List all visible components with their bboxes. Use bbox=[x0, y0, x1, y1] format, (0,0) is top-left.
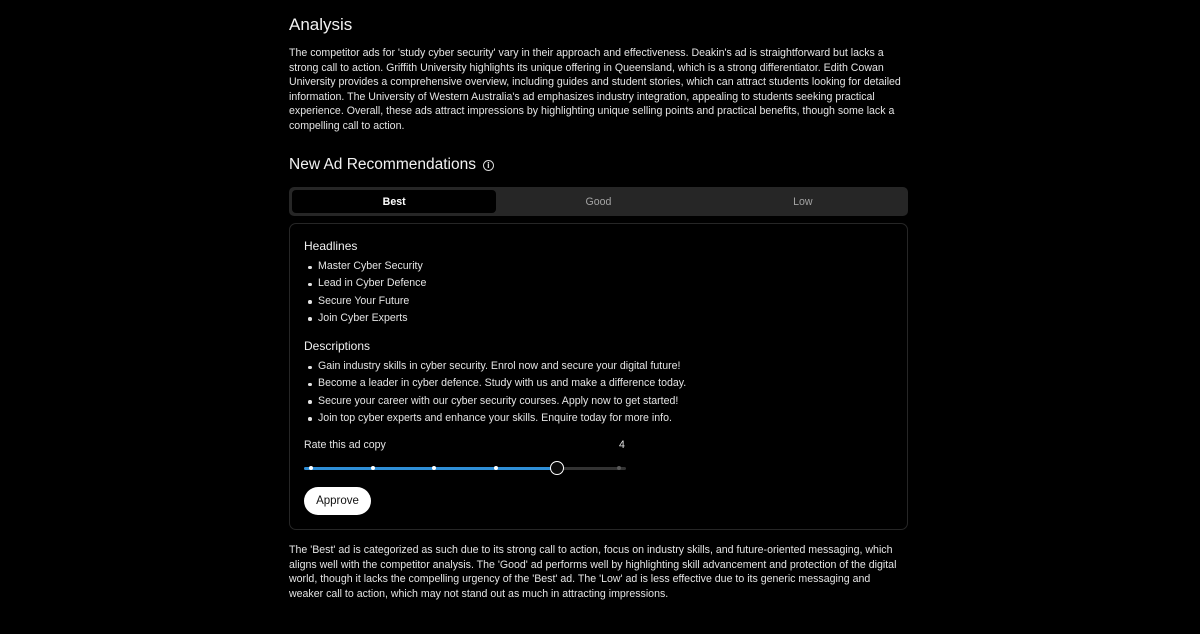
description-item: Become a leader in cyber defence. Study with us and make a difference today. bbox=[304, 375, 686, 392]
approve-button[interactable]: Approve bbox=[304, 487, 371, 515]
ad-copy-card bbox=[289, 223, 908, 530]
description-item: Join top cyber experts and enhance your skills. Enquire today for more info. bbox=[304, 410, 686, 427]
headline-item: Secure Your Future bbox=[304, 293, 426, 310]
headline-item: Join Cyber Experts bbox=[304, 310, 426, 327]
slider-thumb[interactable] bbox=[550, 461, 564, 475]
tab-best[interactable]: Best bbox=[292, 190, 496, 213]
tab-low[interactable]: Low bbox=[793, 195, 813, 208]
descriptions-list bbox=[304, 358, 686, 427]
description-item: Secure your career with our cyber security courses. Apply now to get started! bbox=[304, 393, 686, 410]
slider-fill bbox=[304, 467, 557, 470]
quality-tabs bbox=[289, 187, 908, 216]
info-icon[interactable]: i bbox=[483, 160, 494, 171]
description-item: Gain industry skills in cyber security. Enrol now and secure your digital future! bbox=[304, 358, 686, 375]
rating-value: 4 bbox=[619, 439, 625, 451]
summary-text: The 'Best' ad is categorized as such due to its strong call to action, focus on industry skills, and future-oriented messaging, which aligns well with the competitor analysis. The 'Good' ad performs well by highlighting skill advancement and protection of the digital world, though it lacks the compelling urgency of the 'Best' ad. The 'Low' ad is less effective due to its generic messaging and weaker call to action, which may not stand out as much in attracting impressions. bbox=[289, 544, 897, 600]
headlines-heading: Headlines bbox=[304, 239, 358, 253]
analysis-heading: Analysis bbox=[289, 15, 353, 34]
slider-step-dot bbox=[494, 466, 498, 470]
rating-slider[interactable] bbox=[304, 460, 626, 476]
descriptions-heading: Descriptions bbox=[304, 339, 371, 353]
headline-item: Lead in Cyber Defence bbox=[304, 275, 426, 292]
slider-step-dot bbox=[309, 466, 313, 470]
headlines-list bbox=[304, 258, 426, 327]
recommendations-heading bbox=[289, 156, 494, 174]
tab-good[interactable]: Good bbox=[585, 195, 612, 208]
analysis-text: The competitor ads for 'study cyber security' vary in their approach and effectiveness. Deakin's ad is straightforward but lacks a strong call to action. Griffith University highlights its unique offering in Queensland, which is a strong differentiator. Edith Cowan University provides a comprehensive overview, including guides and student stories, which can attract students looking for detailed information. The University of Western Australia's ad emphasizes industry integration, appealing to students seeking practical experience. Overall, these ads attract impressions by highlighting unique selling points and practical benefits, though some lack a compelling call to action. bbox=[289, 47, 901, 132]
slider-step-dot bbox=[371, 466, 375, 470]
headline-item: Master Cyber Security bbox=[304, 258, 426, 275]
slider-step-dot bbox=[617, 466, 621, 470]
recommendations-title: New Ad Recommendations bbox=[289, 156, 476, 173]
rating-label: Rate this ad copy bbox=[304, 439, 386, 451]
